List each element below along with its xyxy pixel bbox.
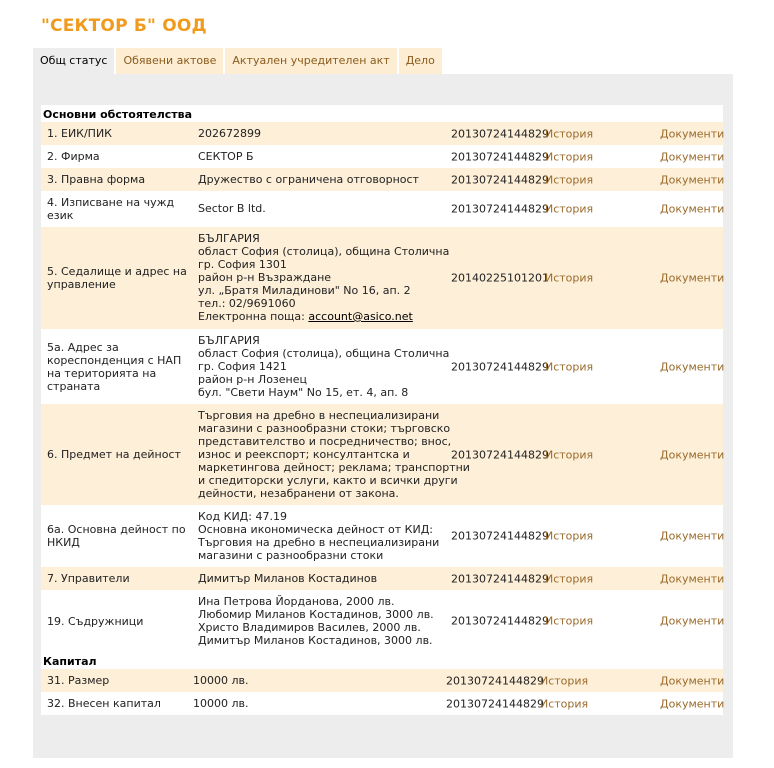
value-line: дейности, незабранени от закона.: [198, 486, 399, 500]
capital-rows: [41, 669, 723, 715]
tab-case[interactable]: Дело: [399, 48, 442, 74]
row-date: 20140225101201: [451, 271, 549, 285]
value-line: износ и реекспорт; консултантска и: [198, 447, 410, 461]
table-row: [41, 669, 723, 692]
row-label: 4. Изписване на чужд език: [47, 196, 175, 222]
row-label: 3. Правна форма: [47, 173, 146, 186]
value-line: ул. „Братя Миладинови" No 16, ап. 2: [198, 284, 411, 297]
row-date: 20130724144829: [446, 697, 544, 710]
value-line: Христо Владимиров Василев, 2000 лв.: [198, 620, 421, 634]
row-date: 20130724144829: [451, 448, 549, 461]
main-rows: [41, 122, 723, 652]
value-line: гр. София 1301: [198, 258, 287, 271]
history-link[interactable]: История: [545, 614, 594, 628]
row-date: 20130724144829: [451, 150, 549, 163]
row-value: [191, 228, 450, 328]
row-date: 20130724144829: [451, 529, 549, 543]
row-value: [191, 123, 441, 145]
documents-link[interactable]: Документи: [660, 173, 725, 186]
row-label: 19. Съдружници: [47, 614, 144, 628]
value-line: магазини с разнообразни стоки; търговско: [198, 421, 451, 435]
email-label: Електронна поща:: [198, 310, 309, 323]
row-label: 1. ЕИК/ПИК: [47, 127, 112, 140]
documents-link[interactable]: Документи: [660, 360, 725, 373]
section-main-heading: Основни обстоятелства: [43, 108, 193, 121]
value-line: Търговия на дребно в неспециализирани: [198, 535, 440, 549]
value-line: 202672899: [198, 126, 261, 140]
row-value: [191, 330, 450, 404]
history-link[interactable]: История: [545, 448, 594, 461]
table-row: [41, 168, 723, 191]
row-label: 6а. Основна дейност по НКИД: [47, 523, 186, 549]
row-value: [191, 405, 470, 505]
table-row: [41, 227, 723, 329]
row-label: 6. Предмет на дейност: [47, 448, 181, 461]
value-line: и спедиторски услуги, както и всички други: [198, 473, 458, 487]
row-date: 20130724144829: [451, 572, 549, 585]
value-line: Sector B ltd.: [198, 202, 266, 215]
tab-announced-acts[interactable]: Обявени актове: [116, 48, 223, 74]
tab-general-status[interactable]: Общ статус: [33, 48, 114, 74]
row-date: 20130724144829: [451, 202, 549, 216]
documents-link[interactable]: Документи: [660, 448, 725, 461]
documents-link[interactable]: Документи: [660, 127, 725, 140]
history-link[interactable]: История: [545, 202, 594, 216]
value-line: бул. "Свети Наум" No 15, ет. 4, ап. 8: [198, 385, 409, 399]
table-row: [41, 191, 723, 227]
row-date: 20130724144829: [446, 674, 544, 687]
email-link[interactable]: account@asico.net: [308, 310, 413, 323]
value-line: тел.: 02/9691060: [198, 297, 296, 310]
row-value: [191, 146, 441, 168]
documents-link[interactable]: Документи: [660, 271, 725, 285]
tab-current-founding-act[interactable]: Актуален учредителен акт: [225, 48, 396, 74]
value-line: район р-н Лозенец: [198, 372, 307, 386]
history-link[interactable]: История: [545, 127, 594, 140]
row-label: 5. Седалище и адрес на управление: [47, 265, 187, 291]
history-link[interactable]: История: [540, 697, 589, 710]
row-date: 20130724144829: [451, 173, 549, 186]
row-value: [191, 198, 441, 220]
value-line: Код КИД: 47.19: [198, 509, 287, 523]
email-line: [198, 310, 441, 323]
documents-link[interactable]: Документи: [660, 150, 725, 163]
row-value: [191, 693, 441, 715]
circumstances-table: [41, 105, 723, 715]
value-line: гр. София 1421: [198, 359, 287, 373]
row-value: [191, 670, 441, 692]
value-line: област София (столица), община Столична: [198, 346, 450, 360]
table-row: [41, 692, 723, 715]
row-label: 7. Управители: [47, 572, 130, 585]
value-line: БЪЛГАРИЯ: [198, 232, 260, 245]
row-value: [191, 506, 441, 567]
value-line: 10000 лв.: [193, 673, 249, 687]
table-row: [41, 122, 723, 145]
row-label: 31. Размер: [47, 674, 110, 687]
row-date: 20130724144829: [451, 360, 549, 373]
history-link[interactable]: История: [545, 271, 594, 285]
row-label: 2. Фирма: [47, 150, 100, 163]
row-date: 20130724144829: [451, 127, 549, 140]
value-line: представителство и посредничество; внос,: [198, 434, 452, 448]
table-row: [41, 505, 723, 567]
table-row: [41, 590, 723, 652]
value-line: Димитър Миланов Костадинов, 3000 лв.: [198, 633, 433, 647]
documents-link[interactable]: Документи: [660, 614, 725, 628]
history-link[interactable]: История: [545, 360, 594, 373]
value-line: Основна икономическа дейност от КИД:: [198, 522, 433, 536]
history-link[interactable]: История: [545, 572, 594, 585]
row-label: 5а. Адрес за кореспонденция с НАП на територията на страната: [47, 340, 182, 393]
value-line: СЕКТОР Б: [198, 149, 254, 163]
table-row: [41, 329, 723, 404]
row-value: [191, 568, 441, 590]
value-line: Ина Петрова Йорданова, 2000 лв.: [198, 594, 395, 608]
section-capital-heading: Капитал: [43, 655, 97, 668]
value-line: БЪЛГАРИЯ: [198, 333, 260, 347]
documents-link[interactable]: Документи: [660, 202, 725, 216]
documents-link[interactable]: Документи: [660, 674, 725, 687]
history-link[interactable]: История: [545, 150, 594, 163]
value-line: област София (столица), община Столична: [198, 245, 450, 258]
value-line: Дружество с ограничена отговорност: [198, 172, 419, 186]
table-row: [41, 567, 723, 590]
row-value: [191, 169, 441, 191]
row-date: 20130724144829: [451, 614, 549, 628]
value-line: Любомир Миланов Костадинов, 3000 лв.: [198, 607, 434, 621]
history-link[interactable]: История: [545, 529, 594, 543]
history-link[interactable]: История: [545, 173, 594, 186]
value-line: район р-н Възраждане: [198, 271, 332, 284]
value-line: маркетингова дейност; реклама; транспортни: [198, 460, 470, 474]
row-value: [191, 591, 441, 652]
company-title: "СЕКТОР Б" ООД: [41, 16, 207, 36]
value-line: 10000 лв.: [193, 696, 249, 710]
history-link[interactable]: История: [540, 674, 589, 687]
value-line: Търговия на дребно в неспециализирани: [198, 408, 440, 422]
tab-bar: [33, 48, 444, 74]
value-line: магазини с разнообразни стоки: [198, 548, 384, 562]
row-label: 32. Внесен капитал: [47, 697, 161, 710]
table-row: [41, 404, 723, 505]
documents-link[interactable]: Документи: [660, 697, 725, 710]
documents-link[interactable]: Документи: [660, 529, 725, 543]
value-line: Димитър Миланов Костадинов: [198, 571, 378, 585]
table-row: [41, 145, 723, 168]
documents-link[interactable]: Документи: [660, 572, 725, 585]
